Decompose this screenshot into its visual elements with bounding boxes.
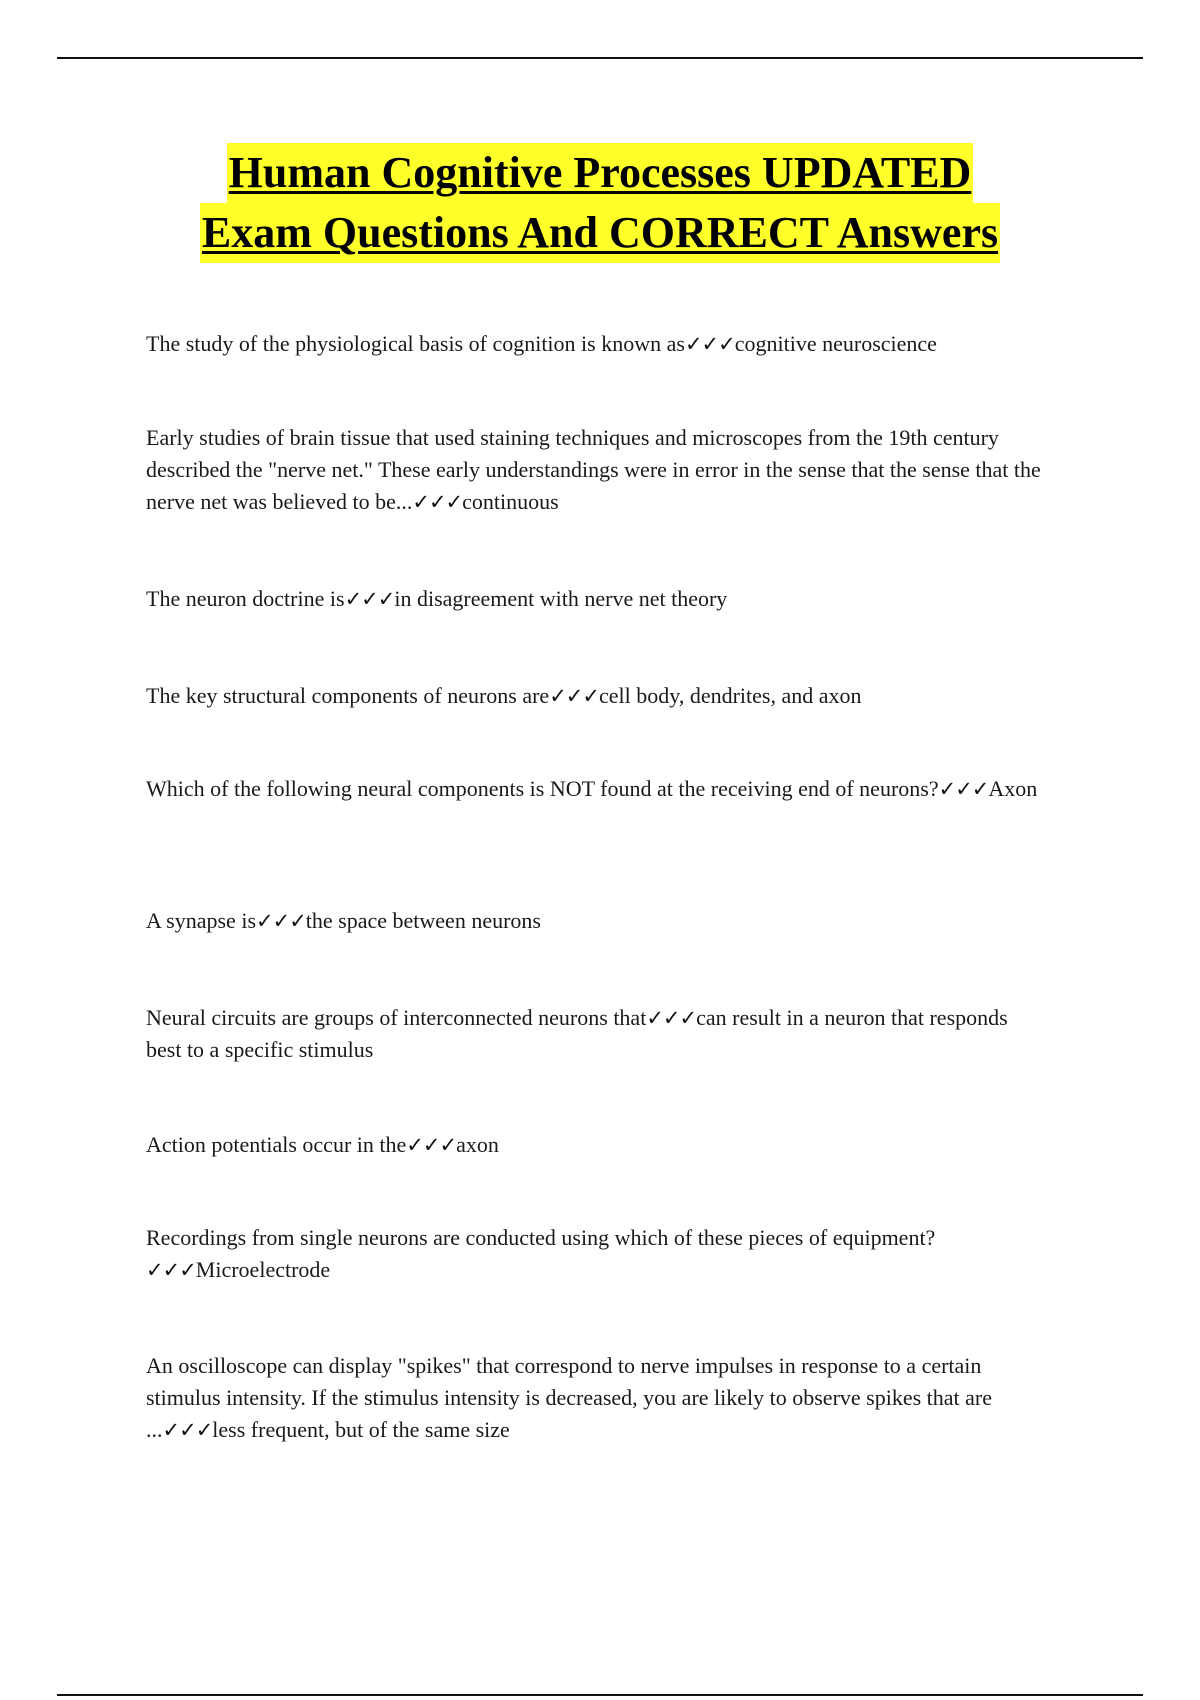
question-text: The neuron doctrine is — [146, 586, 345, 611]
answer-text: Microelectrode — [195, 1257, 331, 1282]
checkmarks-icon: ✓✓✓ — [412, 490, 463, 514]
checkmarks-icon: ✓✓✓ — [406, 1133, 457, 1157]
question-text: Early studies of brain tissue that used staining techniques and microscopes from the 19th century described the "nerve net." These early understandings were in error in the sense that the sense that the nerve net was believed to be... — [146, 425, 1041, 514]
bottom-divider — [57, 1694, 1143, 1696]
checkmarks-icon: ✓✓✓ — [146, 1258, 196, 1282]
qa-item-2 — [146, 422, 1046, 518]
answer-text: less frequent, but of the same size — [212, 1417, 510, 1442]
question-text: Action potentials occur in the — [146, 1132, 407, 1157]
answer-text: axon — [456, 1132, 499, 1157]
checkmarks-icon: ✓✓✓ — [549, 684, 599, 708]
checkmarks-icon: ✓✓✓ — [684, 332, 735, 356]
top-divider — [57, 57, 1143, 59]
qa-item-4 — [146, 680, 1046, 712]
qa-item-3 — [146, 583, 1046, 615]
qa-item-5 — [146, 773, 1046, 805]
answer-text: Axon — [988, 776, 1038, 801]
answer-text: cell body, dendrites, and axon — [599, 683, 862, 708]
title-line-2: Exam Questions And CORRECT Answers — [200, 203, 1000, 263]
answer-text: continuous — [462, 489, 559, 514]
title-line-1: Human Cognitive Processes UPDATED — [227, 143, 974, 203]
qa-item-1 — [146, 328, 1046, 360]
qa-item-6 — [146, 905, 1046, 937]
question-text: Which of the following neural components is NOT found at the receiving end of neurons? — [146, 776, 939, 801]
qa-item-9 — [146, 1222, 1046, 1286]
answer-text: can result in a neuron that responds best to a specific stimulus — [146, 1005, 1008, 1062]
question-text: A synapse is — [146, 908, 256, 933]
answer-text: in disagreement with nerve net theory — [394, 586, 728, 611]
checkmarks-icon: ✓✓✓ — [938, 777, 989, 801]
answer-text: cognitive neuroscience — [734, 331, 937, 356]
question-text: The key structural components of neurons are — [146, 683, 550, 708]
checkmarks-icon: ✓✓✓ — [344, 587, 395, 611]
document-title — [0, 143, 1200, 263]
qa-item-7 — [146, 1002, 1046, 1066]
answer-text: the space between neurons — [305, 908, 541, 933]
question-text: An oscilloscope can display "spikes" that correspond to nerve impulses in response to a certain stimulus intensity. If the stimulus intensity is decreased, you are likely to observe spikes that are ... — [146, 1353, 993, 1442]
question-text: Neural circuits are groups of interconnected neurons that — [146, 1005, 647, 1030]
checkmarks-icon: ✓✓✓ — [256, 909, 306, 933]
checkmarks-icon: ✓✓✓ — [646, 1006, 697, 1030]
qa-item-8 — [146, 1129, 1046, 1161]
checkmarks-icon: ✓✓✓ — [162, 1418, 213, 1442]
question-text: Recordings from single neurons are conducted using which of these pieces of equipment? — [146, 1225, 936, 1250]
question-text: The study of the physiological basis of cognition is known as — [146, 331, 685, 356]
qa-item-10 — [146, 1350, 1046, 1446]
